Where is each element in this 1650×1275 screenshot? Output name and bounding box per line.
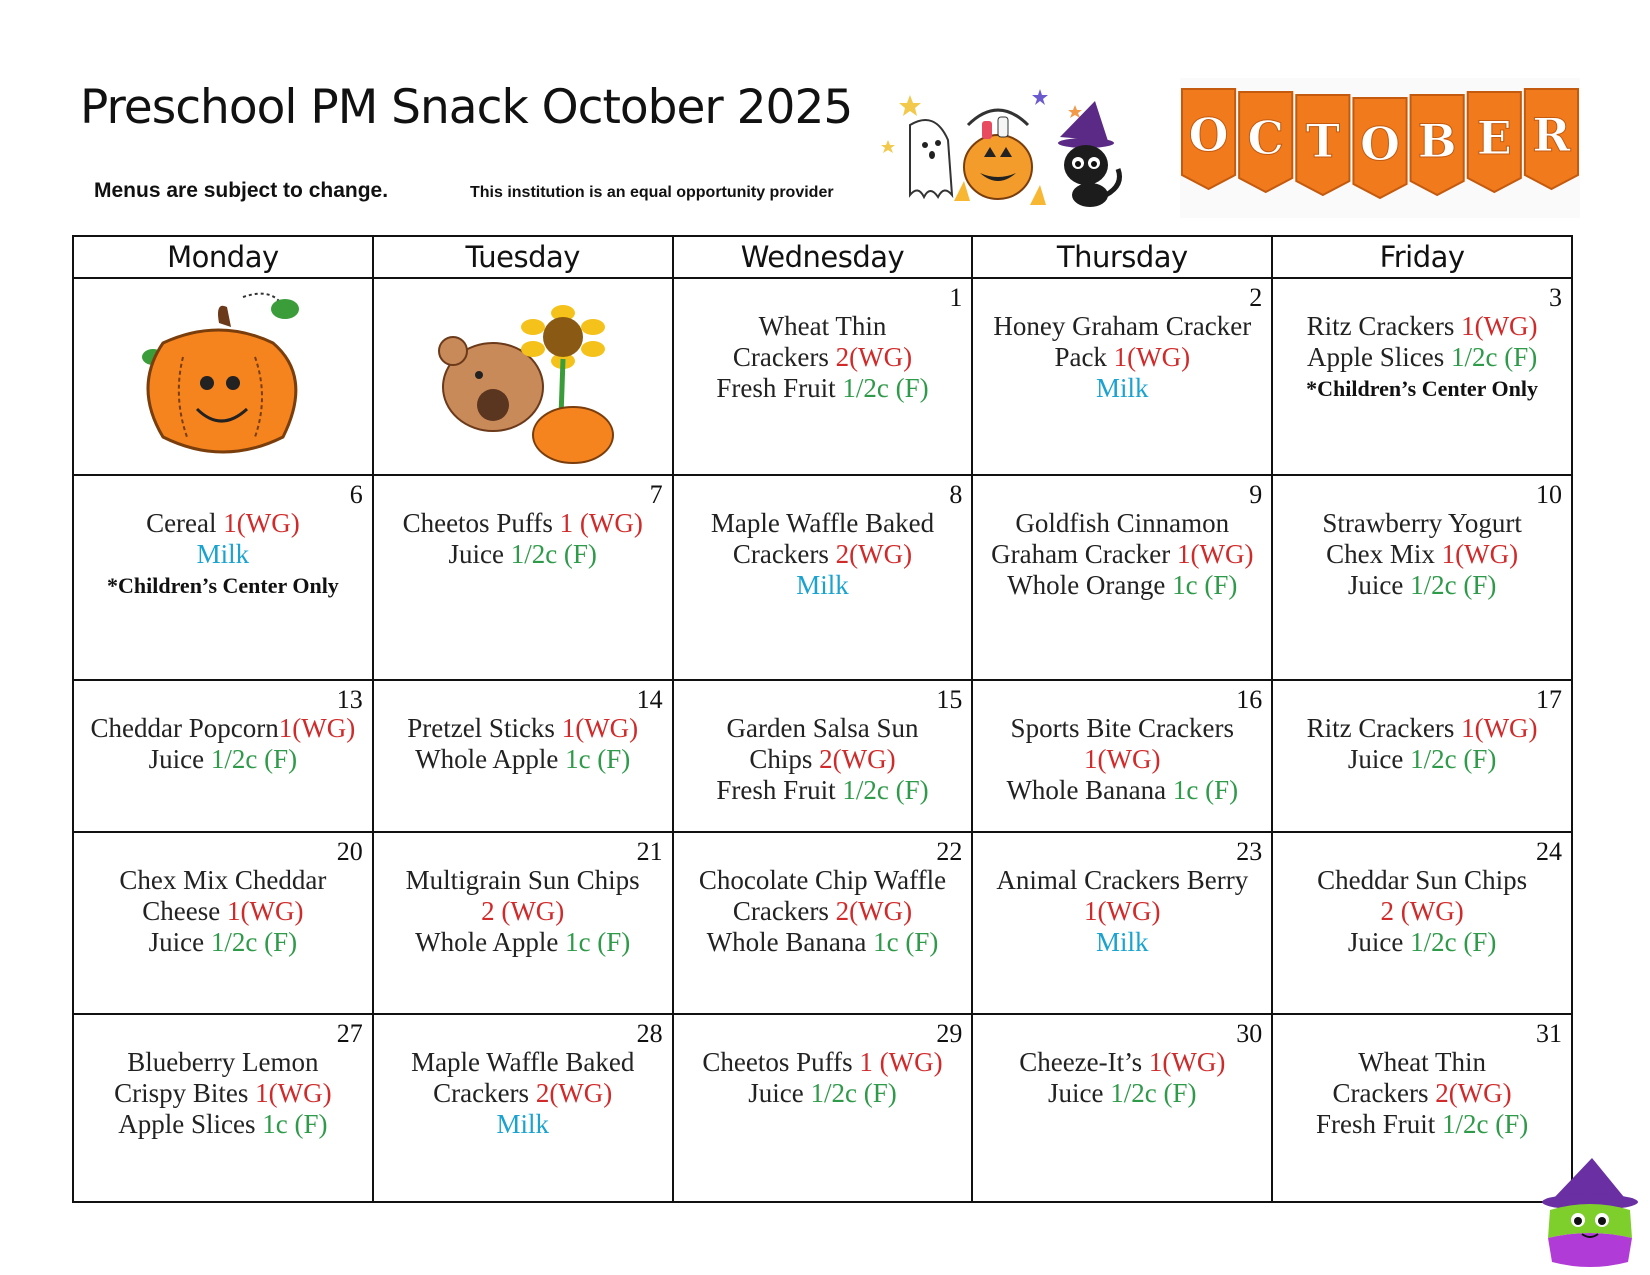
menu-line [677, 1047, 969, 1078]
menu-line [77, 1078, 369, 1109]
menu-line [677, 342, 969, 373]
menu-line [976, 896, 1268, 927]
pennant-letter: O [1188, 108, 1229, 162]
serving-green: 1c (F) [565, 744, 631, 774]
menu-items [74, 713, 372, 775]
day-cell-6 [73, 475, 373, 680]
serving-blue: Milk [496, 1109, 549, 1139]
day-number: 27 [336, 1019, 363, 1048]
menu-line [1276, 927, 1568, 958]
weekday-wednesday: Wednesday [673, 236, 973, 278]
menu-line [976, 775, 1268, 806]
serving-red: 1(WG) [1113, 342, 1191, 372]
day-cell-17 [1272, 680, 1572, 832]
serving-red: 2(WG) [835, 539, 913, 569]
menu-items [674, 865, 972, 958]
week-row [73, 278, 1572, 475]
food-name: Fresh Fruit [716, 373, 843, 403]
day-cell-23 [972, 832, 1272, 1014]
day-cell-1 [673, 278, 973, 475]
serving-green: 1/2c (F) [810, 1078, 897, 1108]
food-name: Pack [1054, 342, 1114, 372]
serving-blue: Milk [196, 539, 250, 569]
serving-red: 1(WG) [1148, 1047, 1226, 1077]
menu-items [74, 508, 372, 601]
food-name: Cheetos Puffs [402, 508, 560, 538]
day-cell-24 [1272, 832, 1572, 1014]
week-row [73, 1014, 1572, 1202]
menu-line [377, 1109, 669, 1140]
equal-opportunity-note: This institution is an equal opportunity provider [470, 184, 834, 201]
serving-red: 1 (WG) [859, 1047, 943, 1077]
menu-line [677, 508, 969, 539]
menu-line [1276, 713, 1568, 744]
food-name: Cheetos Puffs [702, 1047, 860, 1077]
day-number: 31 [1536, 1019, 1562, 1048]
serving-green: 1/2c (F) [510, 539, 597, 569]
menu-items [1273, 865, 1571, 958]
serving-green: 1c (F) [873, 927, 939, 957]
food-name: Fresh Fruit [716, 775, 843, 805]
day-cell-29 [673, 1014, 973, 1202]
day-number: 20 [336, 837, 363, 866]
day-cell-7 [373, 475, 673, 680]
food-name: Maple Waffle Baked [710, 508, 935, 538]
menu-line [976, 1078, 1268, 1109]
serving-green: 1c (F) [1172, 570, 1238, 600]
serving-red: 1(WG) [1084, 744, 1161, 774]
menu-items [973, 865, 1271, 958]
food-name: Juice [148, 744, 211, 774]
food-name: Crackers [732, 539, 836, 569]
day-number: 28 [636, 1019, 663, 1048]
food-name: Animal Crackers Berry [996, 865, 1249, 895]
serving-blue: Milk [796, 570, 849, 600]
halloween-characters-icon [880, 85, 1140, 215]
serving-green: 1/2c (F) [1110, 1078, 1197, 1108]
menu-line [976, 508, 1268, 539]
day-number: 10 [1536, 480, 1562, 509]
weekday-friday: Friday [1272, 236, 1572, 278]
menu-line [677, 865, 969, 896]
menu-line [677, 744, 969, 775]
decoration-cell [373, 278, 673, 475]
bear-sunflower-icon [423, 287, 623, 467]
day-number: 21 [636, 837, 663, 866]
food-name: Strawberry Yogurt [1322, 508, 1522, 538]
menu-line [677, 713, 969, 744]
menu-line [976, 713, 1268, 744]
day-number: 22 [936, 837, 963, 866]
serving-blue: Milk [1096, 373, 1149, 403]
food-name: Multigrain Sun Chips [405, 865, 640, 895]
menu-line [1276, 1047, 1568, 1078]
menu-line [377, 713, 669, 744]
ghost-icon [910, 120, 952, 197]
serving-red: 1(WG) [278, 713, 356, 743]
food-name: Chex Mix [1326, 539, 1442, 569]
serving-red: 2(WG) [835, 896, 913, 926]
food-name: Whole Orange [1007, 570, 1173, 600]
serving-red: 1(WG) [1461, 311, 1538, 341]
food-name: Garden Salsa Sun [726, 713, 919, 743]
serving-green: 1/2c (F) [842, 775, 929, 805]
food-name: Goldfish Cinnamon [1015, 508, 1230, 538]
serving-red: 1(WG) [561, 713, 639, 743]
food-name: Juice [748, 1078, 811, 1108]
menu-line [677, 896, 969, 927]
serving-red: 1(WG) [1441, 539, 1519, 569]
menu-line [1276, 1078, 1568, 1109]
menu-line [1276, 508, 1568, 539]
food-name: Crispy Bites [114, 1078, 256, 1108]
day-number: 2 [1249, 283, 1263, 312]
food-name: Apple Slices [1306, 342, 1451, 372]
food-name: Juice [1048, 1078, 1111, 1108]
pennant-letter: E [1476, 111, 1512, 165]
day-number: 8 [949, 480, 963, 509]
menu-line [976, 1047, 1268, 1078]
food-name: Maple Waffle Baked [411, 1047, 635, 1077]
menu-line [976, 539, 1268, 570]
menu-line [1276, 865, 1568, 896]
menu-line [677, 1078, 969, 1109]
menu-items [674, 713, 972, 806]
menu-line [677, 311, 969, 342]
pennant-letter: R [1532, 108, 1571, 162]
menu-items [374, 508, 672, 570]
serving-red: 1(WG) [227, 896, 304, 926]
food-name: Whole Apple [415, 744, 566, 774]
week-row [73, 832, 1572, 1014]
menu-line [77, 927, 369, 958]
menu-line [377, 744, 669, 775]
food-name: Crackers [1332, 1078, 1436, 1108]
menu-line [976, 311, 1268, 342]
menu-items [374, 1047, 672, 1140]
black-cat-icon [1058, 101, 1120, 207]
menu-line [377, 1078, 669, 1109]
day-cell-21 [373, 832, 673, 1014]
day-cell-28 [373, 1014, 673, 1202]
serving-red: 1(WG) [1084, 896, 1161, 926]
menu-items [74, 865, 372, 958]
day-cell-30 [972, 1014, 1272, 1202]
day-cell-20 [73, 832, 373, 1014]
menu-line [976, 373, 1268, 404]
pumpkin-bucket-icon [964, 110, 1032, 199]
menu-line [1276, 896, 1568, 927]
pennant-letter: C [1247, 111, 1285, 165]
menu-items [1273, 311, 1571, 404]
menu-line [677, 775, 969, 806]
menu-line [77, 744, 369, 775]
menu-line [77, 508, 369, 539]
menu-line [77, 1047, 369, 1078]
menu-line [77, 865, 369, 896]
menu-line [1276, 311, 1568, 342]
menu-line [677, 570, 969, 601]
menu-line [77, 539, 369, 570]
menu-line [976, 744, 1268, 775]
menu-line [1276, 1109, 1568, 1140]
page-title: Preschool PM Snack October 2025 [80, 80, 853, 135]
serving-red: 1 (WG) [559, 508, 643, 538]
serving-green: 1c (F) [565, 927, 631, 957]
food-name: Juice [1347, 927, 1411, 957]
day-number: 16 [1236, 685, 1263, 714]
food-name: Fresh Fruit [1315, 1109, 1442, 1139]
food-name: Wheat Thin [758, 311, 887, 341]
day-cell-27 [73, 1014, 373, 1202]
food-name: Cheddar Popcorn [90, 713, 279, 743]
day-number: 30 [1236, 1019, 1263, 1048]
day-number: 9 [1249, 480, 1263, 509]
day-number: 1 [949, 283, 963, 312]
food-name: Crackers [433, 1078, 536, 1108]
food-name: Juice [148, 927, 211, 957]
day-number: 29 [936, 1019, 963, 1048]
serving-green: 1/2c (F) [1450, 342, 1538, 372]
food-name: Ritz Crackers [1306, 713, 1462, 743]
food-name: Cheeze-It’s [1019, 1047, 1149, 1077]
serving-red: 2 (WG) [1380, 896, 1464, 926]
serving-green: 1/2c (F) [1410, 570, 1497, 600]
menu-items [1273, 508, 1571, 601]
day-number: 23 [1236, 837, 1263, 866]
food-name: Whole Banana [1006, 775, 1173, 805]
day-number: 3 [1549, 283, 1562, 312]
serving-red: 1(WG) [255, 1078, 332, 1108]
menu-line [976, 927, 1268, 958]
food-name: Cereal [146, 508, 224, 538]
menu-line [77, 1109, 369, 1140]
pennant-letter: B [1417, 114, 1457, 168]
menu-items [1273, 713, 1571, 775]
menu-items [374, 865, 672, 958]
menu-line [1276, 744, 1568, 775]
menu-line [377, 539, 669, 570]
week-row [73, 475, 1572, 680]
serving-green: 1/2c (F) [1441, 1109, 1529, 1139]
day-number: 14 [636, 685, 663, 714]
menu-items [973, 1047, 1271, 1109]
serving-red: 2 (WG) [481, 896, 565, 926]
menu-line [377, 927, 669, 958]
menu-items [674, 311, 972, 404]
food-name: Wheat Thin [1358, 1047, 1486, 1077]
menu-line [77, 713, 369, 744]
day-cell-16 [972, 680, 1272, 832]
day-number: 13 [336, 685, 363, 714]
weekday-thursday: Thursday [972, 236, 1272, 278]
menu-items [674, 508, 972, 601]
food-name: Juice [1347, 744, 1411, 774]
day-cell-31 [1272, 1014, 1572, 1202]
serving-red: 1(WG) [1177, 539, 1254, 569]
food-name: Juice [1347, 570, 1411, 600]
day-number: 6 [349, 480, 363, 509]
day-cell-3 [1272, 278, 1572, 475]
menu-items [674, 1047, 972, 1109]
menu-items [973, 713, 1271, 806]
weekday-tuesday: Tuesday [373, 236, 673, 278]
menu-line [1276, 570, 1568, 601]
day-cell-15 [673, 680, 973, 832]
day-cell-14 [373, 680, 673, 832]
menu-line [377, 1047, 669, 1078]
serving-red: 2(WG) [835, 342, 913, 372]
food-name: Crackers [732, 342, 836, 372]
day-cell-8 [673, 475, 973, 680]
week-row [73, 680, 1572, 832]
serving-red: 2(WG) [1435, 1078, 1512, 1108]
food-name: Whole Banana [706, 927, 874, 957]
weekday-header-row [73, 236, 1572, 278]
food-name: Chex Mix Cheddar [119, 865, 327, 895]
serving-green: 1c (F) [262, 1109, 328, 1139]
menu-line [377, 508, 669, 539]
center-only-note: *Children’s Center Only [106, 573, 339, 598]
menu-items [973, 508, 1271, 601]
menu-line [976, 865, 1268, 896]
menu-items [1273, 1047, 1571, 1140]
serving-green: 1/2c (F) [210, 744, 298, 774]
food-name: Chips [749, 744, 820, 774]
pennant-letter: O [1359, 117, 1401, 171]
weekday-monday: Monday [73, 236, 373, 278]
food-name: Ritz Crackers [1306, 311, 1462, 341]
food-name: Sports Bite Crackers [1010, 713, 1235, 743]
candy-corn-witch-icon [1532, 1158, 1650, 1270]
menu-line [77, 896, 369, 927]
pumpkin-face-icon [123, 287, 323, 467]
menu-line [1276, 342, 1568, 373]
menu-items [973, 311, 1271, 404]
serving-red: 2(WG) [535, 1078, 613, 1108]
day-number: 17 [1536, 685, 1562, 714]
menu-items [74, 1047, 372, 1140]
day-cell-22 [673, 832, 973, 1014]
serving-green: 1/2c (F) [842, 373, 929, 403]
food-name: Honey Graham Cracker [993, 311, 1252, 341]
day-number: 15 [936, 685, 963, 714]
menu-line [677, 539, 969, 570]
menu-items [374, 713, 672, 775]
day-number: 24 [1536, 837, 1562, 866]
food-name: Juice [448, 539, 511, 569]
calendar-grid [72, 235, 1573, 1203]
food-name: Pretzel Sticks [407, 713, 562, 743]
decoration-cell [73, 278, 373, 475]
menu-line [377, 896, 669, 927]
day-cell-2 [972, 278, 1272, 475]
serving-red: 1(WG) [1461, 713, 1538, 743]
day-cell-13 [73, 680, 373, 832]
center-only-note: *Children’s Center Only [1306, 376, 1538, 401]
menu-line [976, 570, 1268, 601]
food-name: Blueberry Lemon [127, 1047, 319, 1077]
serving-blue: Milk [1096, 927, 1149, 957]
serving-red: 2(WG) [819, 744, 896, 774]
day-cell-10 [1272, 475, 1572, 680]
serving-green: 1/2c (F) [1410, 744, 1497, 774]
menu-change-note: Menus are subject to change. [94, 179, 389, 202]
menu-line [677, 927, 969, 958]
october-banner-icon [1180, 78, 1580, 218]
food-name: Cheese [142, 896, 228, 926]
food-name: Chocolate Chip Waffle [698, 865, 947, 895]
food-name: Graham Cracker [991, 539, 1177, 569]
day-cell-9 [972, 475, 1272, 680]
serving-red: 1(WG) [223, 508, 300, 538]
pennant-letter: T [1305, 114, 1340, 168]
serving-green: 1c (F) [1172, 775, 1239, 805]
menu-line [377, 865, 669, 896]
serving-green: 1/2c (F) [1410, 927, 1497, 957]
food-name: Whole Apple [415, 927, 566, 957]
food-name: Apple Slices [118, 1109, 263, 1139]
menu-line [1276, 539, 1568, 570]
menu-line [976, 342, 1268, 373]
menu-line [677, 373, 969, 404]
serving-green: 1/2c (F) [210, 927, 298, 957]
food-name: Cheddar Sun Chips [1317, 865, 1528, 895]
day-number: 7 [649, 480, 663, 509]
food-name: Crackers [732, 896, 836, 926]
